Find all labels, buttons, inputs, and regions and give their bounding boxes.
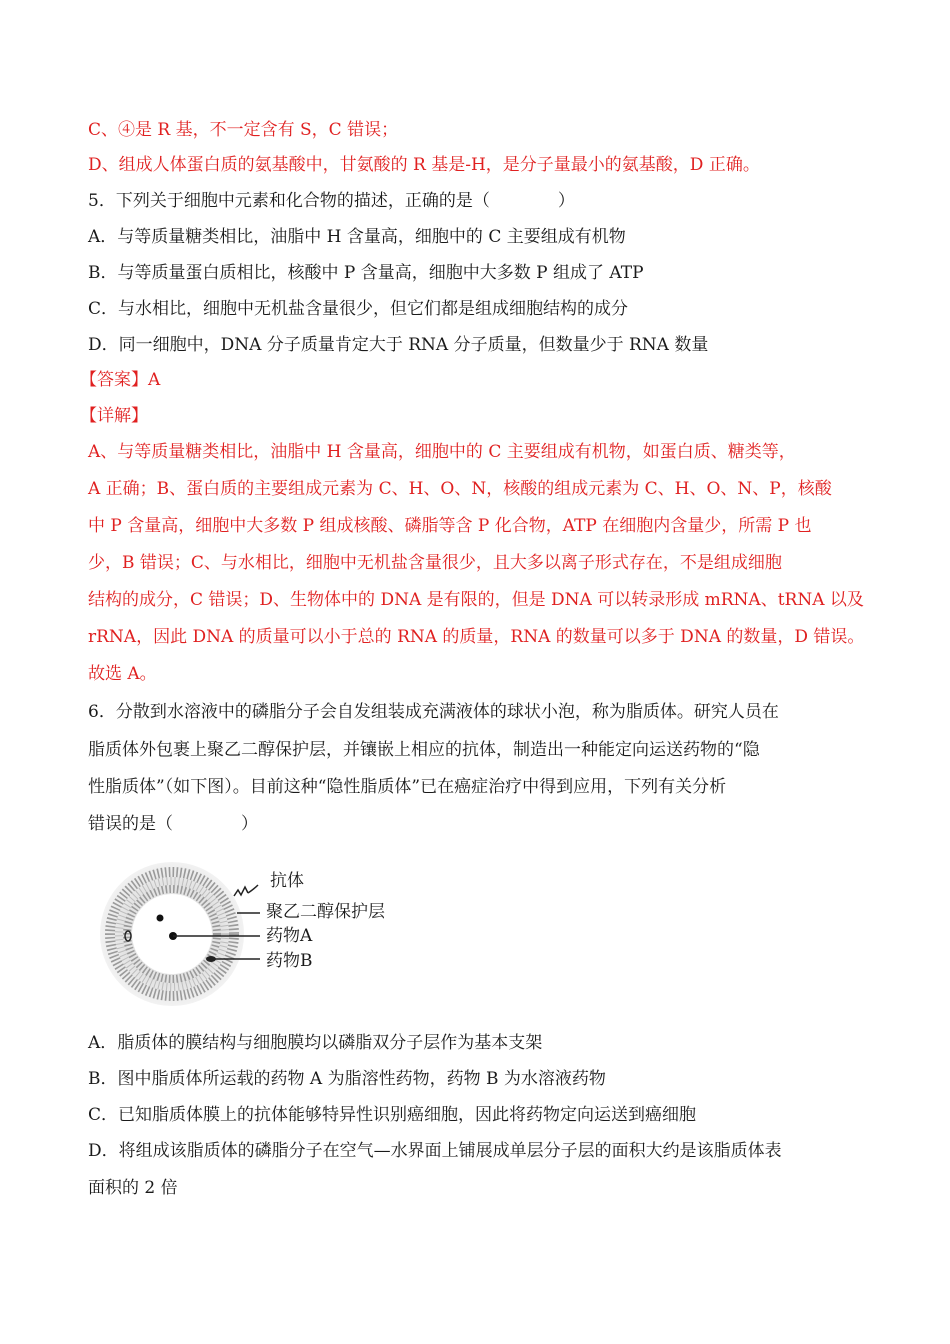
q5-option-a: A．与等质量糖类相比，油脂中 H 含量高，细胞中的 C 主要组成有机物 (88, 227, 626, 247)
label-drug-b: 药物B (266, 951, 313, 971)
liposome-diagram (100, 852, 420, 1012)
q6-stem-line: 性脂质体”（如下图）。目前这种“隐性脂质体”已在癌症治疗中得到应用，下列有关分析 (88, 777, 727, 797)
liposome-figure (100, 852, 420, 1012)
q5-option-c: C．与水相比，细胞中无机盐含量很少，但它们都是组成细胞结构的成分 (88, 299, 629, 319)
antibody-pointer (248, 885, 258, 893)
drug-a-dot (157, 915, 164, 922)
q5-detail-line: rRNA，因此 DNA 的质量可以小于总的 RNA 的质量，RNA 的数量可以多于 DNA 的数量，D 错误。 (88, 627, 865, 647)
q6-stem-line: 脂质体外包裹上聚乙二醇保护层，并镶嵌上相应的抗体，制造出一种能定向运送药物的“隐 (88, 740, 760, 760)
label-drug-a: 药物A (266, 926, 313, 946)
q5-detail-line: 中 P 含量高，细胞中大多数 P 组成核酸、磷脂等含 P 化合物，ATP 在细胞内含量少，所需 P 也 (88, 516, 812, 536)
q5-detail-line: 少，B 错误；C、与水相比，细胞中无机盐含量很少，且大多以离子形式存在，不是组成细胞 (88, 553, 782, 573)
antibody-icon (234, 887, 248, 896)
explanation-d: D、组成人体蛋白质的氨基酸中，甘氨酸的 R 基是-H，是分子量最小的氨基酸，D 正确。 (88, 155, 760, 175)
q5-detail-line: A 正确；B、蛋白质的主要组成元素为 C、H、O、N，核酸的组成元素为 C、H、O、N、P，核酸 (88, 479, 832, 499)
explanation-c: C、④是 R 基，不一定含有 S，C 错误； (88, 120, 399, 140)
q5-option-b: B．与等质量蛋白质相比，核酸中 P 含量高，细胞中大多数 P 组成了 ATP (88, 263, 644, 283)
q5-detail-label: 【详解】 (80, 406, 148, 426)
q6-option-b: B．图中脂质体所运载的药物 A 为脂溶性药物，药物 B 为水溶液药物 (88, 1069, 606, 1089)
label-antibody: 抗体 (270, 871, 304, 891)
q5-answer: 【答案】A (80, 370, 161, 390)
q6-stem-line: 错误的是（ ） (88, 814, 258, 834)
q6-option-a: A．脂质体的膜结构与细胞膜均以磷脂双分子层作为基本支架 (88, 1033, 543, 1053)
label-peg: 聚乙二醇保护层 (266, 902, 385, 922)
q5-detail-line: A、与等质量糖类相比，油脂中 H 含量高，细胞中的 C 主要组成有机物，如蛋白质、糖类等， (88, 442, 796, 462)
q5-detail-line: 结构的成分，C 错误；D、生物体中的 DNA 是有限的，但是 DNA 可以转录形成 mRNA、tRNA 以及 (88, 590, 864, 610)
q6-option-d-cont: 面积的 2 倍 (88, 1178, 178, 1198)
q6-stem-line: 6．分散到水溶液中的磷脂分子会自发组装成充满液体的球状小泡，称为脂质体。研究人员在 (88, 702, 779, 722)
q5-option-d: D．同一细胞中，DNA 分子质量肯定大于 RNA 分子质量，但数量少于 RNA 数量 (88, 335, 709, 355)
q6-option-d: D．将组成该脂质体的磷脂分子在空气—水界面上铺展成单层分子层的面积大约是该脂质体表 (88, 1141, 782, 1161)
q5-stem: 5．下列关于细胞中元素和化合物的描述，正确的是（ ） (88, 191, 575, 211)
q6-option-c: C．已知脂质体膜上的抗体能够特异性识别癌细胞，因此将药物定向运送到癌细胞 (88, 1105, 697, 1125)
q5-detail-line: 故选 A。 (88, 664, 157, 684)
